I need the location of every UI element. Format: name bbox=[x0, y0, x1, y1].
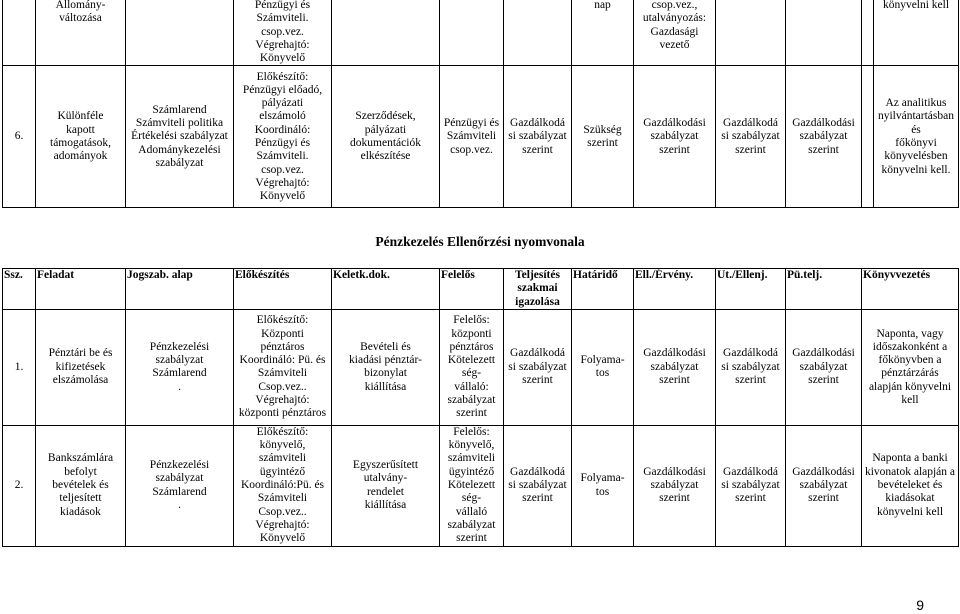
cell bbox=[862, 0, 874, 66]
cell: Felelős: központi pénztáros Kötelezett ség- vállaló: szabályzat szerint bbox=[440, 309, 504, 425]
cell: Előkészítő: Központi pénztáros Koordináló: Pü. és Számviteli Csop.vez.. Végrehajtó: központi pénztáros bbox=[234, 309, 332, 425]
cell: Bevételi és kiadási pénztár- bizonylat kiállítása bbox=[332, 309, 440, 425]
cell: Gazdálkodási szabályzat szerint bbox=[634, 309, 716, 425]
cell: Gazdálkodási szabályzat szerint bbox=[786, 66, 862, 208]
cell: Pénzügyi és Számviteli csop.vez. bbox=[440, 66, 504, 208]
cell: Folyama- tos bbox=[572, 309, 634, 425]
cell: könyvelni kell bbox=[874, 0, 959, 66]
table-row bbox=[3, 309, 959, 425]
cell: Folyama- tos bbox=[572, 425, 634, 546]
top-table bbox=[2, 0, 959, 208]
column-header: Jogszab. alap bbox=[126, 269, 234, 310]
cell: Előkészítő: könyvelő, számviteli ügyintéző Koordináló:Pü. és Számviteli Csop.vez.. Végrehajtó: Könyvelő bbox=[234, 425, 332, 546]
cell bbox=[716, 0, 786, 66]
table-row bbox=[3, 66, 959, 208]
cell: Gazdálkodá si szabályzat szerint bbox=[716, 309, 786, 425]
cell: Állomány- változása bbox=[36, 0, 126, 66]
cell: Előkészítő: Pénzügyi előadó, pályázati elszámoló Koordináló: Pénzügyi és Számviteli. csop.vez. Végrehajtó: Könyvelő bbox=[234, 66, 332, 208]
column-header: Ssz. bbox=[3, 269, 36, 310]
column-header: Előkészítés bbox=[234, 269, 332, 310]
cell: Pénzkezelési szabályzat Számlarend . bbox=[126, 309, 234, 425]
cell: Naponta a banki kivonatok alapján a bevételeket és kiadásokat könyvelni kell bbox=[862, 425, 959, 546]
cell: nap bbox=[572, 0, 634, 66]
column-header: Felelős bbox=[440, 269, 504, 310]
cell: Bankszámlára befolyt bevételek és teljesített kiadások bbox=[36, 425, 126, 546]
main-table bbox=[2, 268, 959, 547]
page-number: 9 bbox=[916, 597, 924, 613]
cell: Gazdálkodási szabályzat szerint bbox=[786, 309, 862, 425]
cell: Felelős: könyvelő, számviteli ügyintéző Kötelezett ség- vállaló szabályzat szerint bbox=[440, 425, 504, 546]
column-header: Keletk.dok. bbox=[332, 269, 440, 310]
cell: Az analitikus nyilvántartásban és főkönyvi könyvelésben könyvelni kell. bbox=[874, 66, 959, 208]
cell bbox=[332, 0, 440, 66]
column-header: Feladat bbox=[36, 269, 126, 310]
cell: Gazdálkodá si szabályzat szerint bbox=[716, 425, 786, 546]
column-header: Ell./Érvény. bbox=[634, 269, 716, 310]
cell bbox=[786, 0, 862, 66]
cell: Pénzkezelési szabályzat Számlarend . bbox=[126, 425, 234, 546]
cell: Számlarend Számviteli politika Értékelési szabályzat Adománykezelési szabályzat bbox=[126, 66, 234, 208]
cell bbox=[440, 0, 504, 66]
cell: csop.vez., utalványozás: Gazdasági vezető bbox=[634, 0, 716, 66]
cell: 6. bbox=[3, 66, 36, 208]
cell: 1. bbox=[3, 309, 36, 425]
column-header: Határidő bbox=[572, 269, 634, 310]
cell: Gazdálkodási szabályzat szerint bbox=[634, 425, 716, 546]
column-header: Könyvvezetés bbox=[862, 269, 959, 310]
column-header: Ut./Ellenj. bbox=[716, 269, 786, 310]
cell: Gazdálkodá si szabályzat szerint bbox=[504, 309, 572, 425]
cell: Gazdálkodási szabályzat szerint bbox=[634, 66, 716, 208]
header-row bbox=[3, 269, 959, 310]
cell bbox=[862, 66, 874, 208]
cell bbox=[3, 0, 36, 66]
cell: Naponta, vagy időszakonként a főkönyvben a pénztárzárás alapján könyvelni kell bbox=[862, 309, 959, 425]
cell bbox=[504, 0, 572, 66]
column-header: Teljesítés szakmai igazolása bbox=[504, 269, 572, 310]
cell: Pénztári be és kifizetések elszámolása bbox=[36, 309, 126, 425]
cell: Szerződések, pályázati dokumentációk elkészítése bbox=[332, 66, 440, 208]
column-header: Pü.telj. bbox=[786, 269, 862, 310]
cell: Különféle kapott támogatások, adományok bbox=[36, 66, 126, 208]
cell: Gazdálkodási szabályzat szerint bbox=[786, 425, 862, 546]
cell bbox=[126, 0, 234, 66]
cell: Gazdálkodá si szabályzat szerint bbox=[504, 66, 572, 208]
cell: Szükség szerint bbox=[572, 66, 634, 208]
cell: 2. bbox=[3, 425, 36, 546]
table-row bbox=[3, 425, 959, 546]
section-title: Pénzkezelés Ellenőrzési nyomvonala bbox=[375, 234, 585, 249]
cell: Gazdálkodá si szabályzat szerint bbox=[716, 66, 786, 208]
top-table-continuation-row bbox=[3, 0, 959, 66]
cell: Pénzügyi és Számviteli. csop.vez. Végrehajtó: Könyvelő bbox=[234, 0, 332, 66]
cell: Egyszerűsített utalvány- rendelet kiállítása bbox=[332, 425, 440, 546]
cell: Gazdálkodá si szabályzat szerint bbox=[504, 425, 572, 546]
